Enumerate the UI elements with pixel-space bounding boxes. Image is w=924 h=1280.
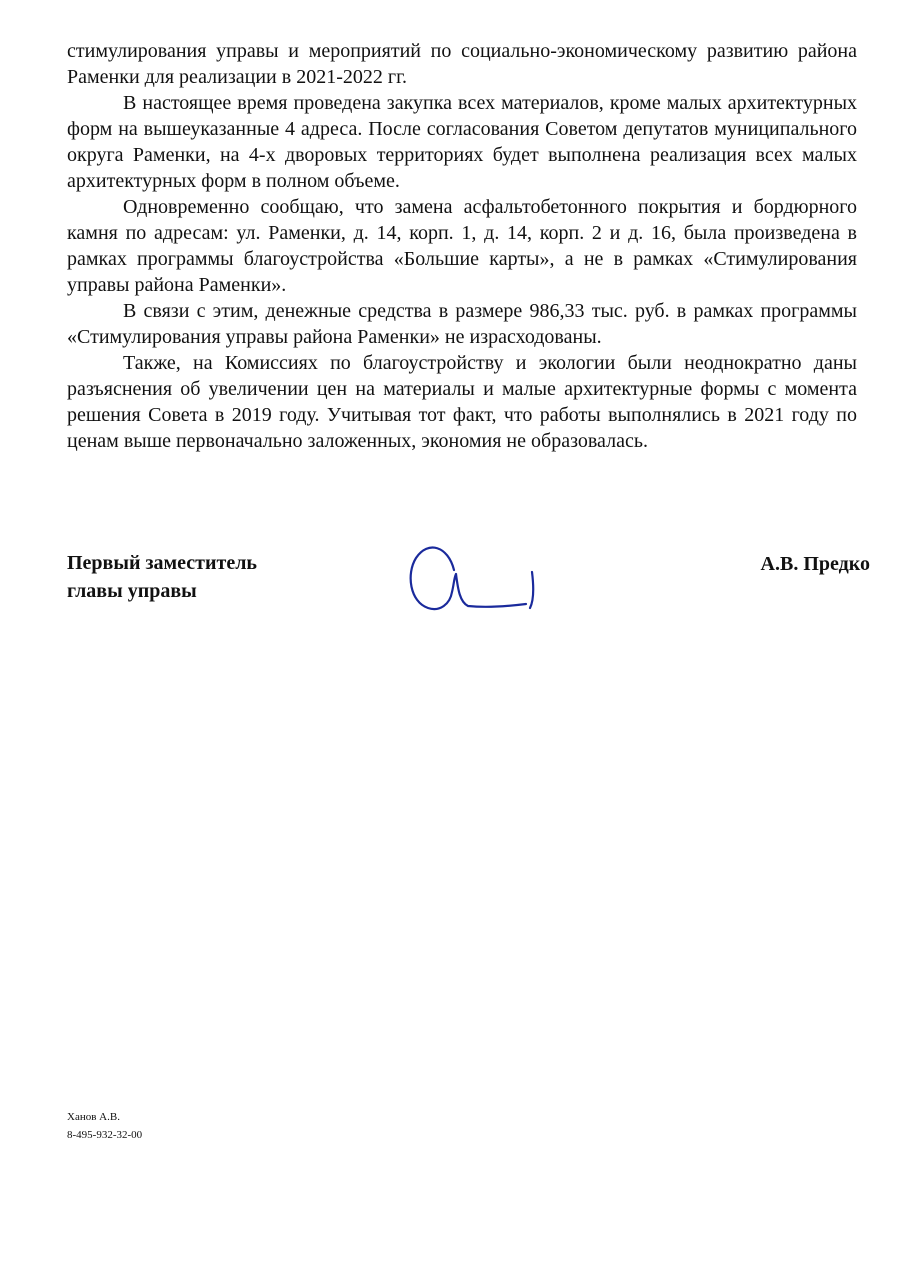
signatory-title-line2: главы управы <box>67 580 197 602</box>
paragraph-continuation: стимулирования управы и мероприятий по социально-экономическому развитию района Раменки для реализации в 2021-2022 гг. <box>67 40 857 88</box>
signatory-title-line1: Первый заместитель <box>67 552 257 574</box>
executor-name: Ханов А.В. <box>67 1111 120 1123</box>
paragraph-price-increase: Также, на Комиссиях по благоустройству и экологии были неоднократно даны разъяснения об увеличении цен на материалы и малые архитектурные формы с момента решения Совета в 2019 году. Учитывая тот факт, что работы выполнялись в 2021 году по ценам выше первоначально заложенных, экономия не образовалась. <box>67 352 857 452</box>
signatory-name: А.В. Предко <box>760 553 870 575</box>
paragraph-procurement: В настоящее время проведена закупка всех материалов, кроме малых архитектурных форм на вышеуказанные 4 адреса. После согласования Советом депутатов муниципального округа Раменки, на 4-х дворовых территориях будет выполнена реализация всех малых архитектурных форм в полном объеме. <box>67 92 857 192</box>
letter-body <box>67 38 857 454</box>
signatory-title <box>67 549 257 605</box>
executor-info <box>67 1108 142 1144</box>
paragraph-asphalt-replacement: Одновременно сообщаю, что замена асфальтобетонного покрытия и бордюрного камня по адресам: ул. Раменки, д. 14, корп. 1, д. 14, корп. 2 и д. 16, была произведена в рамках программы благоустройства «Большие карты», а не в рамках «Стимулирования управы района Раменки». <box>67 196 857 296</box>
paragraph-unspent-funds: В связи с этим, денежные средства в размере 986,33 тыс. руб. в рамках программы «Стимулирования управы района Раменки» не израсходованы. <box>67 300 857 348</box>
handwritten-signature <box>398 534 558 624</box>
executor-phone: 8-495-932-32-00 <box>67 1129 143 1141</box>
